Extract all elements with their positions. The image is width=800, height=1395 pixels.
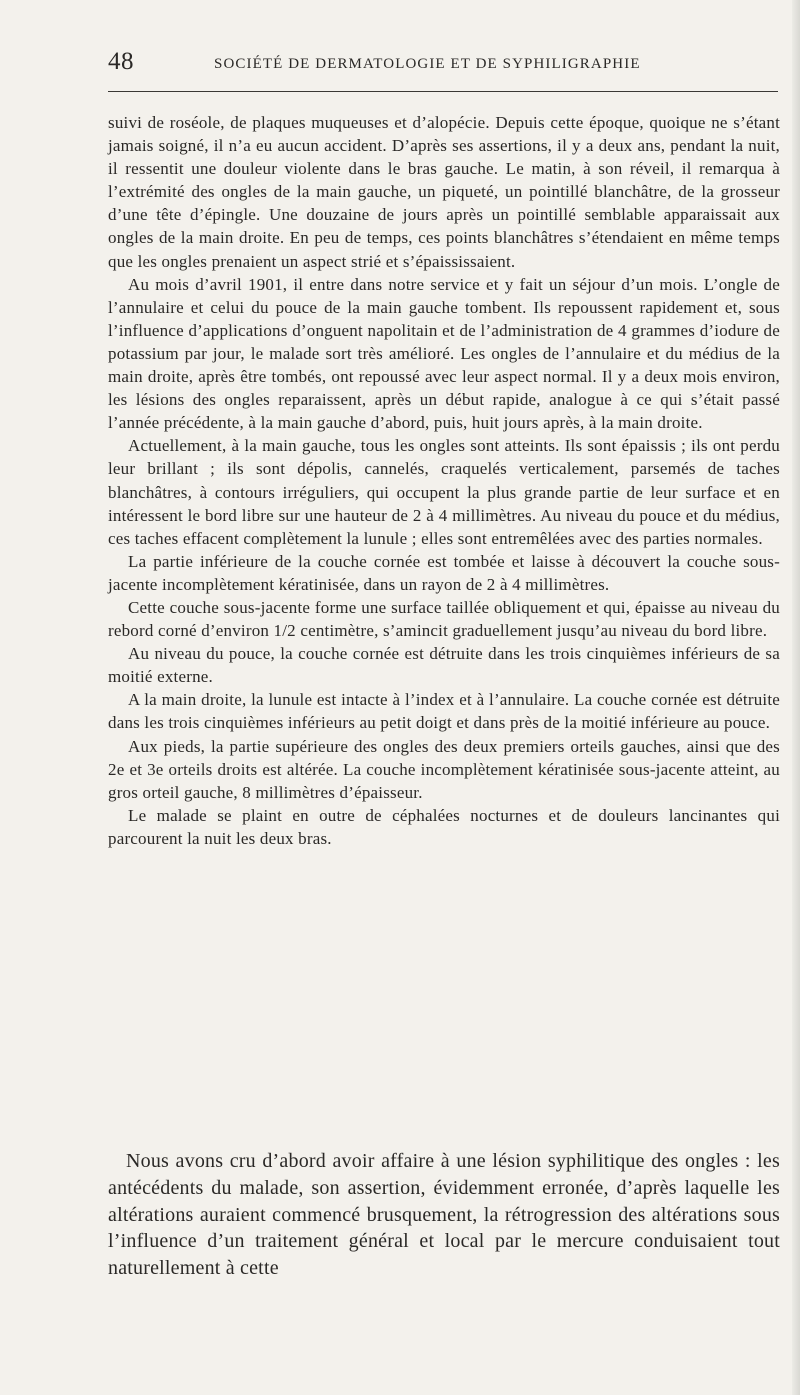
- paragraph: Nous avons cru d’abord avoir affaire à une lésion syphilitique des ongles : les antécédents du malade, son assertion, évidemment erronée, d’après laquelle les altérations auraient commencé brusquement, la rétrogression des altérations sous l’influence d’un traitement général et local par le mercure conduisaient tout naturellement à cette: [108, 1150, 780, 1280]
- case-report-text: [108, 111, 780, 850]
- page-header: [108, 48, 778, 80]
- discussion-text: [108, 1148, 780, 1282]
- paragraph: suivi de roséole, de plaques muqueuses et d’alopécie. Depuis cette époque, quoique ne s’étant jamais soigné, il n’a eu aucun accident. D’après ses assertions, il y a deux ans, pendant la nuit, il ressentit une douleur violente dans le bras gauche. Le matin, à son réveil, il remarqua à l’extrémité des ongles de la main gauche, un piqueté, un pointillé blanchâtre, de la grosseur d’une tête d’épingle. Une douzaine de jours après un pointillé semblable apparaissait aux ongles de la main droite. En peu de temps, ces points blanchâtres s’étendaient en même temps que les ongles prenaient un aspect strié et s’épaississaient.: [108, 113, 780, 271]
- paragraph: Actuellement, à la main gauche, tous les ongles sont atteints. Ils sont épaissis ; ils ont perdu leur brillant ; ils sont dépolis, cannelés, craquelés verticalement, parsemés de taches blanchâtres, à contours irréguliers, qui occupent la plus grande partie de leur surface et en intéressent le bord libre sur une hauteur de 2 à 4 millimètres. Au niveau du pouce et du médius, ces taches effacent complètement la lunule ; elles sont entremêlées avec des parties normales.: [108, 436, 780, 548]
- paragraph: Aux pieds, la partie supérieure des ongles des deux premiers orteils gauches, ainsi que des 2e et 3e orteils droits est altérée. La couche incomplètement kératinisée sous-jacente atteint, au gros orteil gauche, 8 millimètres d’épaisseur.: [108, 736, 780, 802]
- page-edge: [792, 0, 800, 1395]
- page-number: 48: [108, 48, 134, 75]
- header-rule: [108, 91, 778, 92]
- paragraph: Au mois d’avril 1901, il entre dans notre service et y fait un séjour d’un mois. L’ongle de l’annulaire et celui du pouce de la main gauche tombent. Ils repoussent rapidement et, sous l’influence d’applications d’onguent napolitain et de l’administration de 4 grammes d’iodure de potassium par jour, le malade sort très amélioré. Les ongles de l’annulaire et du médius de la main droite, après être tombés, ont repoussé avec leur aspect normal. Il y a deux mois environ, les lésions des ongles reparaissent, après un début rapide, analogue à ce qui s’était passé l’année précédente, à la main gauche d’abord, puis, huit jours après, à la main droite.: [108, 274, 780, 433]
- paragraph: A la main droite, la lunule est intacte à l’index et à l’annulaire. La couche cornée est détruite dans les trois cinquièmes inférieurs au petit doigt et dans près de la moitié inférieure au pouce.: [108, 690, 780, 733]
- paragraph: Au niveau du pouce, la couche cornée est détruite dans les trois cinquièmes inférieurs de sa moitié externe.: [108, 644, 780, 687]
- paragraph: Cette couche sous-jacente forme une surface taillée obliquement et qui, épaisse au niveau du rebord corné d’environ 1/2 centimètre, s’amincit graduellement jusqu’au niveau du bord libre.: [108, 597, 780, 641]
- paragraph: La partie inférieure de la couche cornée est tombée et laisse à découvert la couche sous-jacente incomplètement kératinisée, dans un rayon de 2 à 4 millimètres.: [108, 551, 780, 594]
- running-title: SOCIÉTÉ DE DERMATOLOGIE ET DE SYPHILIGRAPHIE: [214, 56, 641, 72]
- paragraph: Le malade se plaint en outre de céphalées nocturnes et de douleurs lancinantes qui parcourent la nuit les deux bras.: [108, 805, 780, 848]
